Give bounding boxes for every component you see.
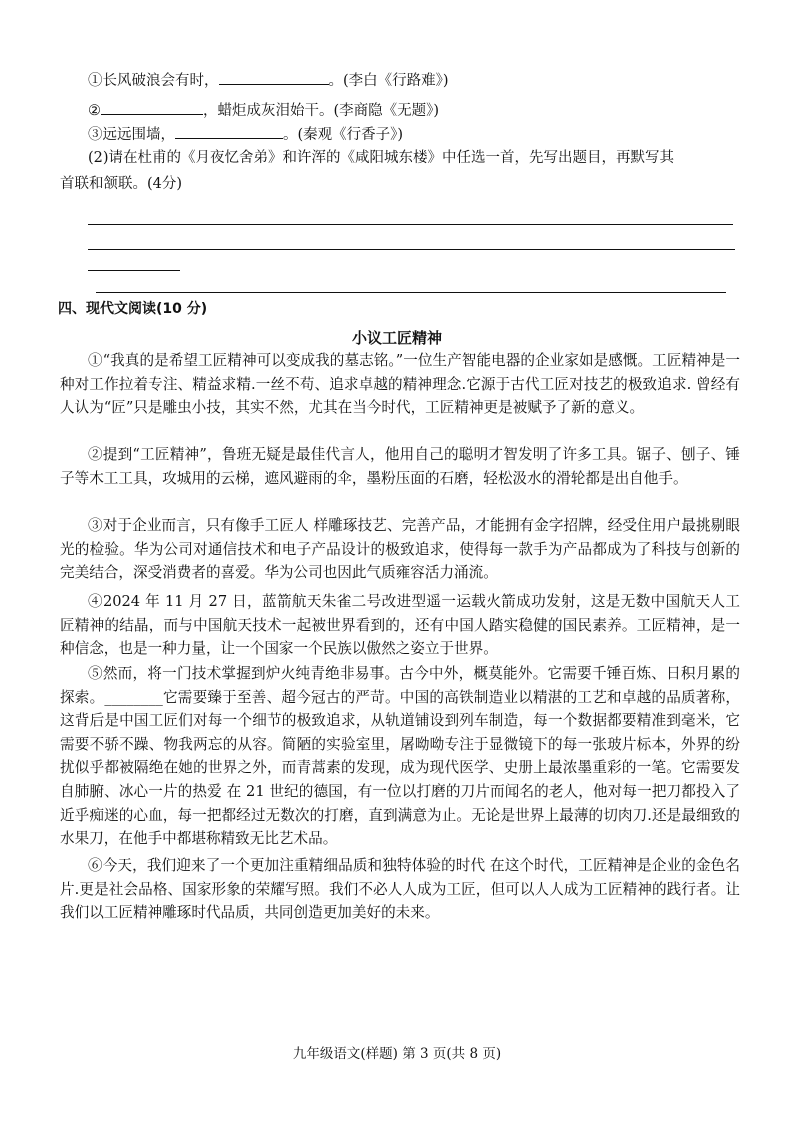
q1-suffix: 。(李白《行路难》) [328,73,449,89]
paragraph-6: ⑥今天，我们迎来了一个更加注重精细品质和独特体验的时代 在这个时代，工匠精神是企业的金色名片.更是社会品格、国家形象的荣耀写照。我们不必人人成为工匠，但可以人人成为工匠精神的践行者。让我们以工匠精神雕琢时代品质，共同创造更加美好的未来。 [60,857,740,922]
q1-prefix: ①长风破浪会有时， [88,73,219,89]
recitation-q2 [88,100,439,121]
q2-answer-blank[interactable] [101,100,203,115]
answer-line-2[interactable] [88,249,735,250]
section-heading: 四、现代文阅读(10 分) [58,301,208,317]
answer-line-3[interactable] [88,270,180,271]
q2-prefix: ② [88,103,101,119]
paragraph-2: ②提到“工匠精神”，鲁班无疑是最佳代言人，他用自己的聪明才智发明了许多工具。锯子、刨子、锤子等木工工具，攻城用的云梯，遮风避雨的伞，墨粉压面的石磨，轻松汲水的滑轮都是出自他手。 [60,446,740,487]
paragraph-5: ⑤然而，将一门技术掌握到炉火纯青绝非易事。古今中外，概莫能外。它需要千锤百炼、日积月累的探索。________它需要臻于至善、超今冠古的严苛。中国的高铁制造业以精湛的工艺和卓越的品质著称，这背后是中国工匠们对每一个细节的极致追求，从轨道铺设到列车制造，每一个数据都要精准到毫米，它需要不骄不躁、物我两忘的从容。简陋的实验室里，屠呦呦专注于显微镜下的每一张玻片标本，外界的纷扰似乎都被隔绝在她的世界之外，而青蒿素的发现，成为现代医学、史册上最浓墨重彩的一笔。它需要发自肺腑、冰心一片的热爱 在 21 世纪的德国，有一位以打磨的刀片而闻名的老人，他对每一把刀都投入了近乎痴迷的心血，每一把都经过无数次的打磨，直到满意为止。无论是世界上最薄的切肉刀.还是最细致的水果刀，在他手中都堪称精致无比艺术品。 [60,665,740,848]
paragraph-4: ④2024 年 11 月 27 日，蓝箭航天朱雀二号改进型遥一运载火箭成功发射，这是无数中国航天人工匠精神的结晶，而与中国航天技术一起被世界看到的，还有中国人踏实稳健的国民素养。工匠精神，是一种信念，也是一种力量，让一个国家一个民族以傲然之姿立于世界。 [60,593,740,658]
answer-line-4[interactable] [96,292,726,293]
article-title: 小议工匠精神 [351,329,442,347]
recitation-q3 [88,124,403,145]
page-footer: 九年级语文(样题) 第 3 页(共 8 页) [292,1046,502,1062]
q3-answer-blank[interactable] [175,124,283,139]
paragraph-1: ①“我真的是希望工匠精神可以变成我的墓志铭。”一位生产智能电器的企业家如是感慨。工匠精神是一种对工作拉着专注、精益求精.一丝不苟、追求卓越的精神理念.它源于古代工匠对技艺的极致追求. 曾经有人认为“匠”只是雕虫小技，其实不然，尤其在当今时代，工匠精神更是被赋予了新的意义。 [60,352,740,417]
q2-suffix: ，蜡炬成灰泪始干。(李商隐《无题》) [203,103,440,119]
task-instruction-line2: 首联和颔联。(4分) [60,176,183,192]
q1-answer-blank[interactable] [219,70,329,85]
task-instruction-line1: (2)请在杜甫的《月夜忆舍弟》和许浑的《咸阳城东楼》中任选一首，先写出题目，再默写其 [88,150,675,166]
q3-suffix: 。(秦观《行香子》) [283,127,404,143]
paragraph-3: ③对于企业而言，只有像手工匠人 样雕琢技艺、完善产品，才能拥有金字招牌，经受住用户最挑剔眼光的检验。华为公司对通信技术和电子产品设计的极致追求，使得每一款手为产品都成为了科技与创新的完美结合，深受消费者的喜爱。华为公司也因此气质雍容活力涌流。 [60,517,740,582]
recitation-q1 [88,70,449,91]
q3-prefix: ③远远围墙， [88,127,175,143]
answer-line-1[interactable] [88,224,733,225]
